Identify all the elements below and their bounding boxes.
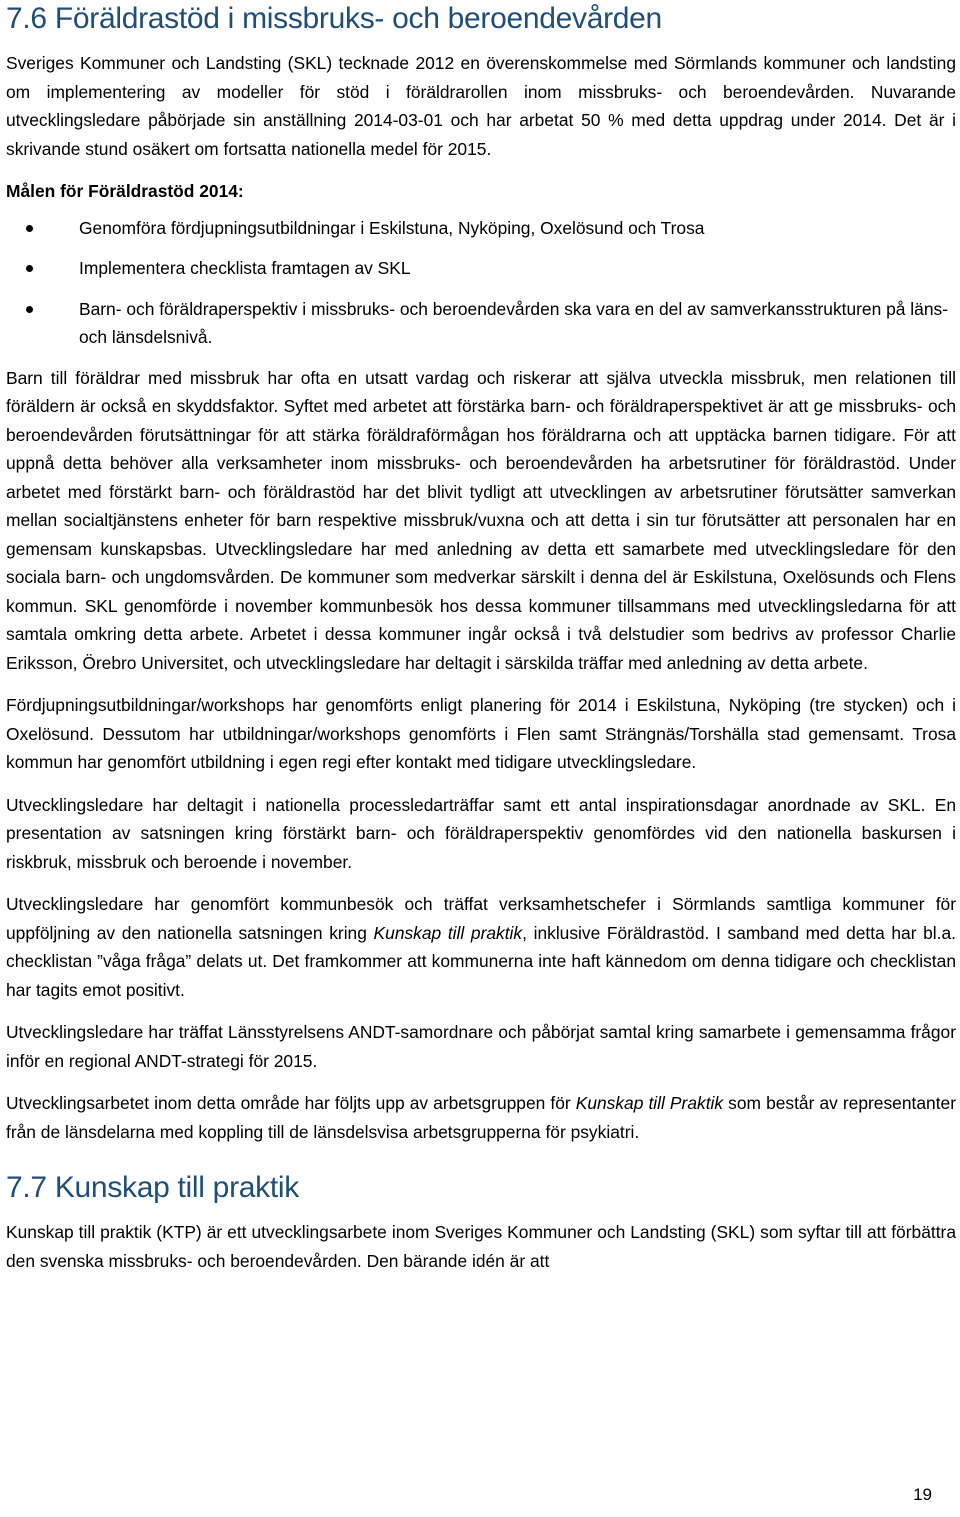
- section-76-intro: Sveriges Kommuner och Landsting (SKL) tecknade 2012 en överenskommelse med Sörmlands kommuner och landsting om implementering av modeller för stöd i föräldrarollen inom missbruks- och beroendevården. Nuvarande utvecklingsledare påbörjade sin anställning 2014-03-01 och har arbetat 50 % med detta uppdrag under 2014. Det är i skrivande stund osäkert om fortsatta nationella medel för 2015.: [6, 53, 956, 159]
- section-76-paragraph-4: [6, 890, 956, 1004]
- bullet-icon: [26, 306, 33, 313]
- bullet-icon: [26, 265, 33, 272]
- section-77-paragraph-1: Kunskap till praktik (KTP) är ett utvecklingsarbete inom Sveriges Kommuner och Landsting (SKL) som syftar till att förbättra den svenska missbruks- och beroendevården. Den bärande idén är att: [6, 1222, 956, 1271]
- goals-list: [6, 214, 956, 352]
- goal-text: Implementera checklista framtagen av SKL: [79, 258, 411, 278]
- section-76-title: 7.6 Föräldrastöd i missbruks- och beroendevården: [6, 2, 662, 35]
- goal-text: Barn- och föräldraperspektiv i missbruks- och beroendevården ska vara en del av samverkansstrukturen på läns- och länsdelsnivå.: [79, 298, 948, 347]
- paragraph-4-italic: Kunskap till praktik: [373, 922, 523, 943]
- section-76-paragraph-6: [6, 1089, 956, 1146]
- section-77-title: 7.7 Kunskap till praktik: [6, 1171, 299, 1204]
- paragraph-4-text-before: Utvecklingsledare har genomfört kommunbesök och träffat verksamhetschefer i Sörmlands samtliga kommuner för uppföljning av den nationella satsningen kring: [6, 894, 956, 943]
- document-page: [6, 0, 956, 1289]
- paragraph-6-text-after: som består av representanter från de länsdelarna med koppling till de länsdelsvisa arbetsgrupperna för psykiatri.: [6, 1093, 956, 1142]
- paragraph-6-text-before: Utvecklingsarbetet inom detta område har följts upp av arbetsgruppen för: [6, 1093, 576, 1113]
- section-76-paragraph-5: Utvecklingsledare har träffat Länsstyrelsens ANDT-samordnare och påbörjat samtal kring samarbete i gemensamma frågor inför en regional ANDT-strategi för 2015.: [6, 1022, 956, 1071]
- paragraph-4-text-after: , inklusive Föräldrastöd. I samband med detta har bl.a. checklistan ”våga fråga” delats ut. Det framkommer att kommunerna inte haft kännedom om denna tidigare och checklistan har tagits emot positivt.: [6, 922, 957, 1000]
- page-number: 19: [913, 1485, 932, 1504]
- goal-item: [6, 295, 956, 352]
- bullet-icon: [26, 225, 33, 232]
- goal-item: [6, 214, 956, 243]
- paragraph-6-italic: Kunskap till Praktik: [575, 1093, 724, 1113]
- goals-heading: Målen för Föräldrastöd 2014:: [6, 181, 244, 201]
- section-76-paragraph-1: Barn till föräldrar med missbruk har ofta en utsatt vardag och riskerar att själva utveckla missbruk, men relationen till föräldern är också en skyddsfaktor. Syftet med arbetet att förstärka barn- och föräldraperspektivet är att ge missbruks- och beroendevården förutsättningar för att stärka föräldraförmågan hos föräldrarna och att upptäcka barnen tidigare. För att uppnå detta behöver alla verksamheter inom missbruks- och beroendevården ha arbetsrutiner för föräldrastöd. Under arbetet med förstärkt barn- och föräldrastöd har det blivit tydligt att utvecklingen av arbetsrutiner förutsätter samverkan mellan socialtjänstens enheter för barn respektive missbruk/vuxna och att detta i sin tur förutsätter att personalen har en gemensam kunskapsbas. Utvecklingsledare har med anledning av detta ett samarbete med utvecklingsledare för den sociala barn- och ungdomsvården. De kommuner som medverkar särskilt i denna del är Eskilstuna, Oxelösunds och Flens kommun. SKL genomförde i november kommunbesök hos dessa kommuner tillsammans med utvecklingsledarna för att samtala omkring detta arbete. Arbetet i dessa kommuner ingår också i två delstudier som bedrivs av professor Charlie Eriksson, Örebro Universitet, och utvecklingsledare har deltagit i särskilda träffar med anledning av detta arbete.: [6, 367, 956, 673]
- goal-item: [6, 254, 956, 283]
- goal-text: Genomföra fördjupningsutbildningar i Eskilstuna, Nyköping, Oxelösund och Trosa: [79, 217, 705, 238]
- section-76-paragraph-3: Utvecklingsledare har deltagit i nationella processledarträffar samt ett antal inspirationsdagar anordnade av SKL. En presentation av satsningen kring förstärkt barn- och föräldraperspektiv genomfördes vid den nationella baskursen i riskbruk, missbruk och beroende i november.: [6, 794, 956, 872]
- section-76-paragraph-2: Fördjupningsutbildningar/workshops har genomförts enligt planering för 2014 i Eskilstuna, Nyköping (tre stycken) och i Oxelösund. Dessutom har utbildningar/workshops genomförts i Flen samt Strängnäs/Torshälla stad gemensamt. Trosa kommun har genomfört utbildning i egen regi efter kontakt med tidigare utvecklingsledare.: [6, 695, 956, 772]
